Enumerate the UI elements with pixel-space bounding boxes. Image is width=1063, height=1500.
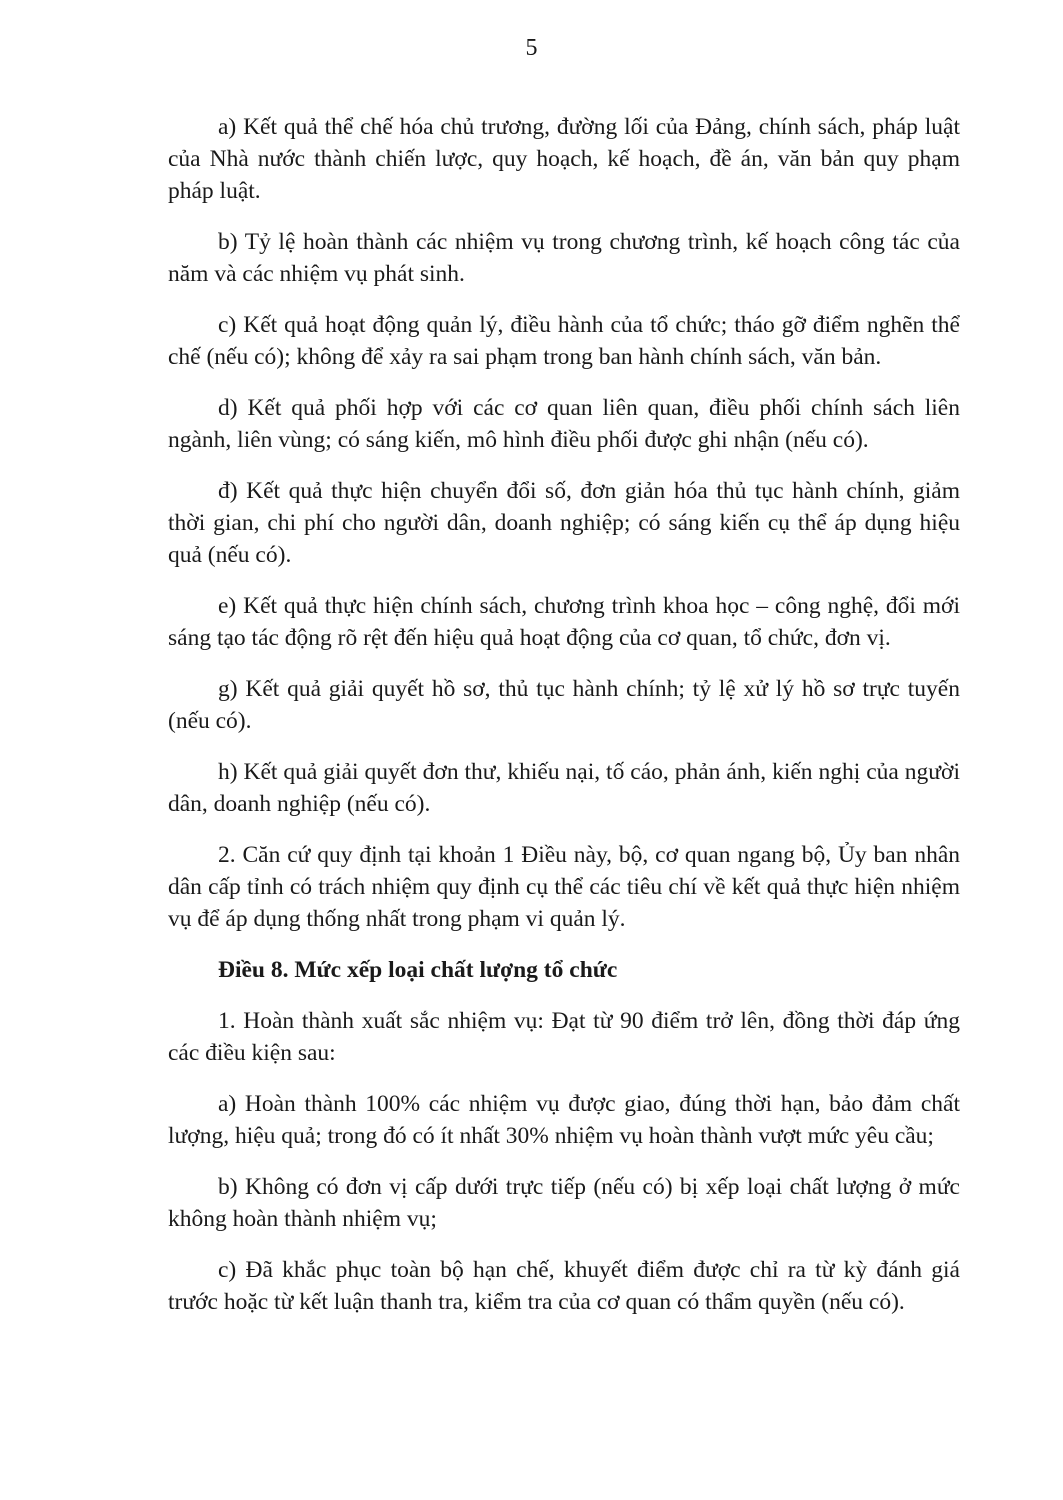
article-clause-1: 1. Hoàn thành xuất sắc nhiệm vụ: Đạt từ 90 điểm trở lên, đồng thời đáp ứng các điều kiện sau: <box>168 1008 960 1066</box>
paragraph-item-dd: đ) Kết quả thực hiện chuyển đổi số, đơn giản hóa thủ tục hành chính, giảm thời gian, chi phí cho người dân, doanh nghiệp; có sáng kiến cụ thể áp dụng hiệu quả (nếu có). <box>168 478 960 568</box>
article-item-a: a) Hoàn thành 100% các nhiệm vụ được giao, đúng thời hạn, bảo đảm chất lượng, hiệu quả; trong đó có ít nhất 30% nhiệm vụ hoàn thành vượt mức yêu cầu; <box>168 1091 960 1149</box>
paragraph-item-b: b) Tỷ lệ hoàn thành các nhiệm vụ trong chương trình, kế hoạch công tác của năm và các nhiệm vụ phát sinh. <box>168 229 960 287</box>
article-item-b: b) Không có đơn vị cấp dưới trực tiếp (nếu có) bị xếp loại chất lượng ở mức không hoàn thành nhiệm vụ; <box>168 1174 960 1232</box>
paragraph-item-c: c) Kết quả hoạt động quản lý, điều hành của tổ chức; tháo gỡ điểm nghẽn thể chế (nếu có); không để xảy ra sai phạm trong ban hành chính sách, văn bản. <box>168 312 960 370</box>
article-heading: Điều 8. Mức xếp loại chất lượng tổ chức <box>218 957 618 983</box>
document-body <box>168 111 960 1337</box>
paragraph-item-e: e) Kết quả thực hiện chính sách, chương trình khoa học – công nghệ, đổi mới sáng tạo tác động rõ rệt đến hiệu quả hoạt động của cơ quan, tổ chức, đơn vị. <box>168 593 960 651</box>
article-item-c: c) Đã khắc phục toàn bộ hạn chế, khuyết điểm được chỉ ra từ kỳ đánh giá trước hoặc từ kết luận thanh tra, kiểm tra của cơ quan có thẩm quyền (nếu có). <box>168 1257 960 1315</box>
paragraph-item-h: h) Kết quả giải quyết đơn thư, khiếu nại, tố cáo, phản ánh, kiến nghị của người dân, doanh nghiệp (nếu có). <box>168 759 960 817</box>
page-number: 5 <box>525 35 538 61</box>
paragraph-clause-2: 2. Căn cứ quy định tại khoản 1 Điều này, bộ, cơ quan ngang bộ, Ủy ban nhân dân cấp tỉnh có trách nhiệm quy định cụ thể các tiêu chí về kết quả thực hiện nhiệm vụ để áp dụng thống nhất trong phạm vi quản lý. <box>168 842 960 932</box>
paragraph-item-d: d) Kết quả phối hợp với các cơ quan liên quan, điều phối chính sách liên ngành, liên vùng; có sáng kiến, mô hình điều phối được ghi nhận (nếu có). <box>168 395 960 453</box>
paragraph-item-g: g) Kết quả giải quyết hồ sơ, thủ tục hành chính; tỷ lệ xử lý hồ sơ trực tuyến (nếu có). <box>168 676 960 734</box>
paragraph-item-a: a) Kết quả thể chế hóa chủ trương, đường lối của Đảng, chính sách, pháp luật của Nhà nước thành chiến lược, quy hoạch, kế hoạch, đề án, văn bản quy phạm pháp luật. <box>168 114 960 204</box>
